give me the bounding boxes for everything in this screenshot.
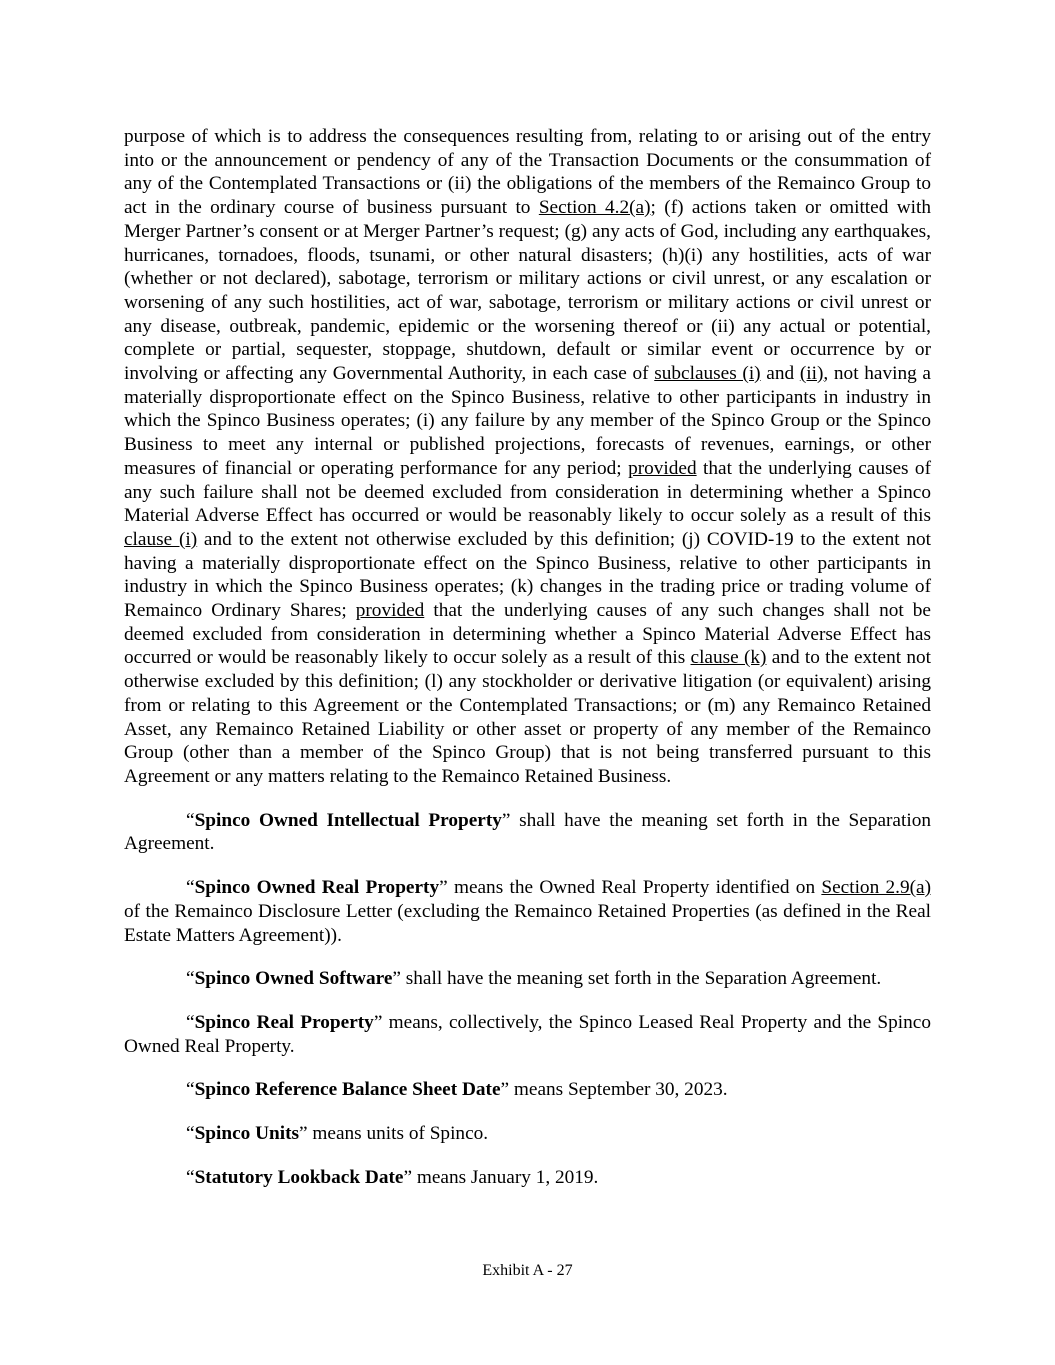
section-reference-4-2a: Section 4.2(a) [538,197,651,219]
open-quote: “ [186,809,195,831]
paragraph-text: and to the extent not otherwise excluded by this definition; (j) COVID-19 to the extent not having a materially disproportionate effect on the Spinco Business, relative to other participants in industry in which the Spinco Business operates; (k) changes in the trading price or trading volume of Remainco Ordinary Shares; [124,528,931,622]
open-quote: “ [186,1123,195,1145]
defined-term: Spinco Owned Software [194,968,393,990]
subclause-reference-i: subclauses (i) [654,363,761,385]
open-quote: “ [186,1166,195,1188]
open-quote: “ [186,968,195,990]
clause-reference-i: clause (i) [124,528,198,550]
clause-reference-k: clause (k) [690,647,767,669]
paragraph-text: purpose of which is to address the consequences resulting from, relating to or arising out of the entry into or the announcement or pendency of any of the Transaction Documents or the consummation of any of the Contemplated Transactions or (ii) the obligations of the members of the Remainco Group to act in the ordinary course of business pursuant to [124,126,931,219]
paragraph-text: and [760,363,800,385]
definition-spinco-owned-real-property [124,876,931,947]
definition-text: means January 1, 2019. [412,1166,599,1188]
close-quote: ” [403,1166,413,1188]
body-paragraph [124,125,931,789]
definition-text: shall have the meaning set forth in the Separation Agreement. [400,968,882,990]
close-quote: ” [392,968,401,990]
close-quote: ” [299,1123,308,1145]
definition-text: of the Remainco Disclosure Letter (excluding the Remainco Retained Properties (as defined in the Real Estate Matters Agreement)). [124,900,931,946]
open-quote: “ [186,877,195,899]
defined-term: Spinco Real Property [194,1011,374,1033]
open-quote: “ [186,1079,195,1101]
paragraph-text: and to the extent not otherwise excluded by this definition; (l) any stockholder or derivative litigation (or equivalent) arising from or relating to this Agreement or the Contemplated Transactions; or (m) any Remainco Retained Asset, any Remainco Retained Liability or other asset or property of any member of the Remainco Group (other than a member of the Spinco Group) that is not being transferred pursuant to this Agreement or any matters relating to the Remainco Retained Business. [124,647,932,787]
page-footer [0,1262,1055,1280]
close-quote: ” [439,877,448,899]
document-page [124,125,931,1209]
paragraph-text: , not having a materially disproportionate effect on the Spinco Business, relative to other participants in industry in which the Spinco Business operates; (i) any failure by any member of the Spinco Group or the Spinco Business to meet any internal or published projections, forecasts of revenues, earnings, or other measures of financial or operating performance for any period; [124,363,931,479]
definition-text: shall have the meaning set forth in the Separation Agreement. [124,809,931,855]
subclause-reference-ii: (ii) [799,363,824,385]
paragraph-text: that the underlying causes of any such failure shall not be deemed excluded from consideration in determining whether a Spinco Material Adverse Effect has occurred or would be reasonably likely to occur solely as a result of this [124,457,931,527]
definition-spinco-units [124,1122,931,1146]
definition-spinco-reference-balance-sheet-date [124,1078,931,1102]
defined-term: Statutory Lookback Date [194,1166,404,1188]
definition-spinco-real-property [124,1011,931,1058]
definition-spinco-owned-software [124,967,931,991]
page-number-label: Exhibit A - 27 [482,1262,573,1279]
provided-term: provided [628,457,697,479]
definition-text: means, collectively, the Spinco Leased Real Property and the Spinco Owned Real Property. [124,1011,931,1057]
paragraph-text: that the underlying causes of any such changes shall not be deemed excluded from consideration in determining whether a Spinco Material Adverse Effect has occurred or would be reasonably likely to occur solely as a result of this [124,600,931,669]
definition-statutory-lookback-date [124,1166,931,1190]
section-reference-2-9a: Section 2.9(a) [821,877,931,899]
open-quote: “ [186,1011,195,1033]
definition-text: means September 30, 2023. [509,1079,728,1101]
defined-term: Spinco Owned Intellectual Property [194,809,502,831]
provided-term: provided [355,600,425,622]
definition-text: means the Owned Real Property identified on [447,877,822,899]
definition-text: means units of Spinco. [307,1123,489,1145]
defined-term: Spinco Units [194,1123,300,1145]
definition-spinco-owned-intellectual-property [124,809,931,856]
paragraph-text: ; (f) actions taken or omitted with Merger Partner’s consent or at Merger Partner’s request; (g) any acts of God, including any earthquakes, hurricanes, tornadoes, floods, tsunami, or other natural disasters; (h)(i) any hostilities, acts of war (whether or not declared), sabotage, terrorism or military actions or civil unrest, or any escalation or worsening of any such hostilities, act of war, sabotage, terrorism or military actions or civil unrest or any disease, outbreak, pandemic, epidemic or the worsening thereof or (ii) any actual or potential, complete or partial, sequester, stoppage, shutdown, default or similar event or occurrence by or involving or affecting any Governmental Authority, in each case of [124,197,932,385]
close-quote: ” [373,1011,383,1033]
close-quote: ” [500,1079,510,1101]
close-quote: ” [501,809,511,831]
defined-term: Spinco Owned Real Property [194,877,440,899]
defined-term: Spinco Reference Balance Sheet Date [194,1079,501,1101]
